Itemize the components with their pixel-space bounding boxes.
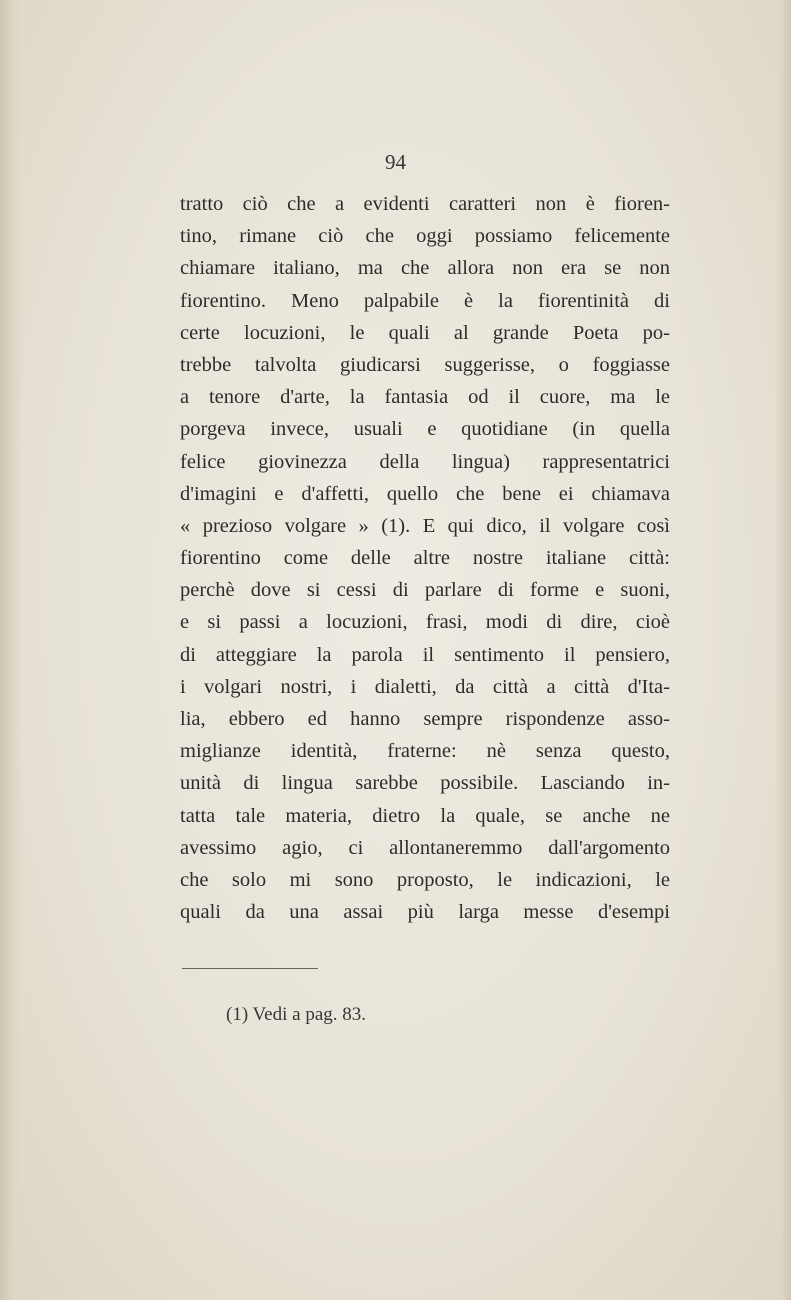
footnote: (1) Vedi a pag. 83. [226, 1004, 367, 1025]
text-line: che solo mi sono proposto, le indicazioni, le [180, 868, 670, 891]
text-line: avessimo agio, ci allontaneremmo dall'argomento [180, 836, 670, 859]
text-line: « prezioso volgare » (1). E qui dico, il volgare così [180, 514, 670, 537]
text-line: fiorentino. Meno palpabile è la fiorentinità di [180, 289, 670, 312]
page-edge-left [0, 0, 22, 1300]
text-line: trebbe talvolta giudicarsi suggerisse, o foggiasse [180, 353, 670, 376]
text-line: certe locuzioni, le quali al grande Poeta po- [180, 321, 670, 344]
text-line: felice giovinezza della lingua) rappresentatrici [180, 450, 670, 473]
text-line: tratto ciò che a evidenti caratteri non è fioren- [180, 193, 670, 215]
text-line: chiamare italiano, ma che allora non era se non [180, 257, 670, 280]
text-line: tino, rimane ciò che oggi possiamo felicemente [180, 225, 670, 248]
text-line: quali da una assai più larga messe d'esempi [180, 901, 670, 924]
text-line: unità di lingua sarebbe possibile. Lasciando in- [180, 772, 670, 795]
text-line: a tenore d'arte, la fantasia od il cuore, ma le [180, 386, 670, 409]
text-line: tatta tale materia, dietro la quale, se anche ne [180, 804, 670, 827]
text-line: i volgari nostri, i dialetti, da città a città d'Ita- [180, 675, 670, 698]
page-number: 94 [385, 150, 406, 174]
text-line: porgeva invece, usuali e quotidiane (in quella [180, 418, 670, 441]
text-line: miglianze identità, fraterne: nè senza questo, [180, 740, 670, 763]
text-line: lia, ebbero ed hanno sempre rispondenze asso- [180, 708, 670, 730]
text-line: e si passi a locuzioni, frasi, modi di dire, cioè [180, 611, 670, 634]
text-line: perchè dove si cessi di parlare di forme e suoni, [180, 579, 670, 602]
text-line: di atteggiare la parola il sentimento il pensiero, [180, 643, 670, 666]
page-edge-right [775, 0, 791, 1300]
footnote-divider [182, 968, 318, 969]
body-text [180, 188, 670, 928]
text-line: fiorentino come delle altre nostre italiane città: [180, 547, 670, 570]
text-line: d'imagini e d'affetti, quello che bene ei chiamava [180, 482, 670, 505]
